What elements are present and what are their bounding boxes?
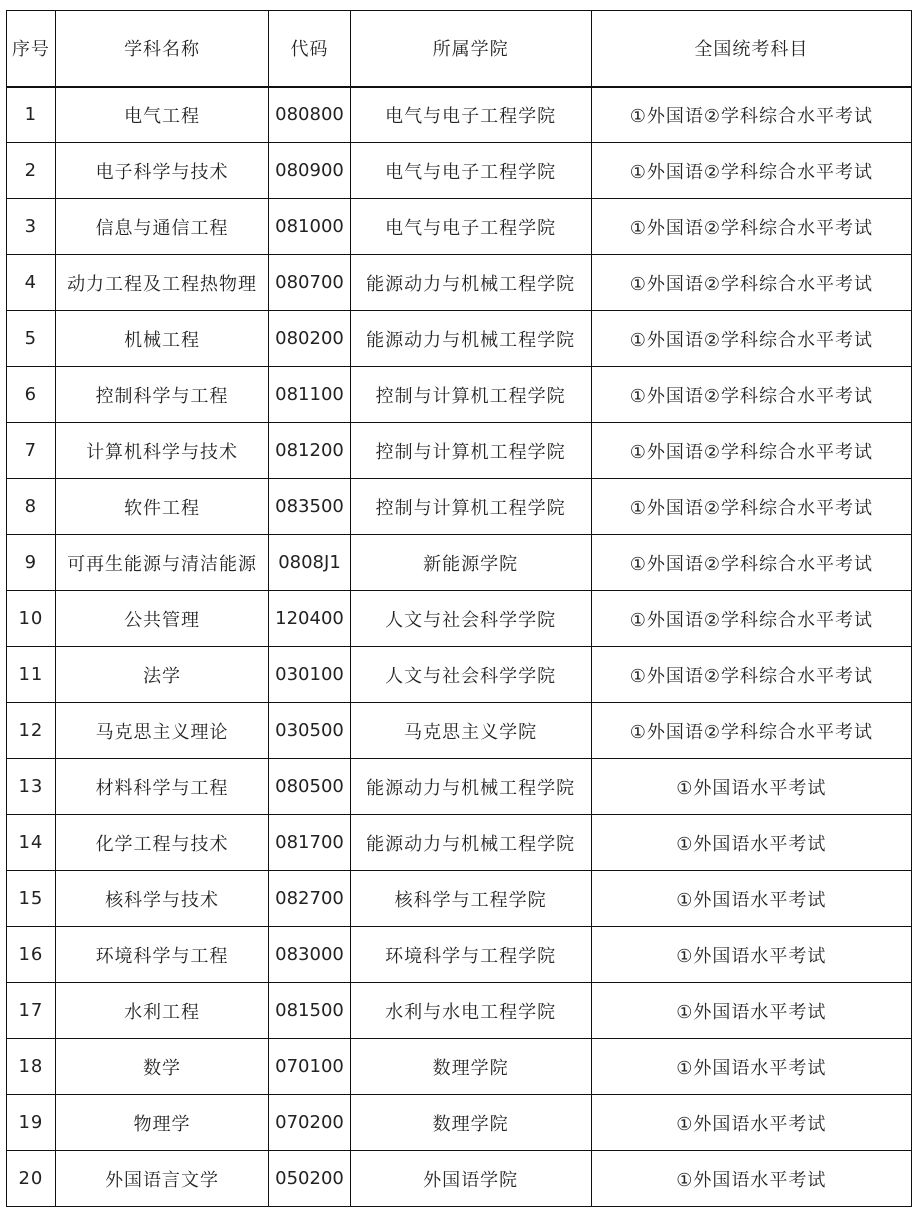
cell-code: 082700 — [269, 871, 350, 927]
cell-code: 120400 — [269, 591, 350, 647]
cell-index: 18 — [7, 1039, 56, 1095]
cell-discipline-name: 水利工程 — [55, 983, 269, 1039]
cell-college: 核科学与工程学院 — [350, 871, 591, 927]
table-row — [7, 983, 912, 1039]
cell-exam-subjects: ①外国语②学科综合水平考试 — [591, 199, 911, 255]
cell-discipline-name: 法学 — [55, 647, 269, 703]
cell-exam-subjects: ①外国语水平考试 — [591, 759, 911, 815]
cell-code: 080700 — [269, 255, 350, 311]
cell-code: 080200 — [269, 311, 350, 367]
cell-exam-subjects: ①外国语②学科综合水平考试 — [591, 367, 911, 423]
cell-exam-subjects: ①外国语水平考试 — [591, 871, 911, 927]
cell-exam-subjects: ①外国语②学科综合水平考试 — [591, 311, 911, 367]
cell-discipline-name: 环境科学与工程 — [55, 927, 269, 983]
cell-exam-subjects: ①外国语水平考试 — [591, 1151, 911, 1207]
table-row — [7, 479, 912, 535]
header-exam-subjects: 全国统考科目 — [591, 11, 911, 87]
cell-code: 081500 — [269, 983, 350, 1039]
header-code: 代码 — [269, 11, 350, 87]
table-row — [7, 1151, 912, 1207]
table-row — [7, 423, 912, 479]
cell-code: 080800 — [269, 87, 350, 143]
cell-code: 070100 — [269, 1039, 350, 1095]
cell-college: 数理学院 — [350, 1039, 591, 1095]
cell-discipline-name: 化学工程与技术 — [55, 815, 269, 871]
cell-exam-subjects: ①外国语②学科综合水平考试 — [591, 87, 911, 143]
cell-college: 数理学院 — [350, 1095, 591, 1151]
table-row — [7, 927, 912, 983]
cell-index: 15 — [7, 871, 56, 927]
cell-exam-subjects: ①外国语②学科综合水平考试 — [591, 647, 911, 703]
cell-index: 2 — [7, 143, 56, 199]
cell-code: 070200 — [269, 1095, 350, 1151]
cell-college: 能源动力与机械工程学院 — [350, 311, 591, 367]
cell-index: 17 — [7, 983, 56, 1039]
table-row — [7, 535, 912, 591]
cell-college: 电气与电子工程学院 — [350, 87, 591, 143]
cell-college: 能源动力与机械工程学院 — [350, 255, 591, 311]
cell-discipline-name: 电气工程 — [55, 87, 269, 143]
cell-exam-subjects: ①外国语②学科综合水平考试 — [591, 703, 911, 759]
cell-college: 环境科学与工程学院 — [350, 927, 591, 983]
cell-exam-subjects: ①外国语②学科综合水平考试 — [591, 535, 911, 591]
cell-index: 10 — [7, 591, 56, 647]
cell-index: 16 — [7, 927, 56, 983]
cell-exam-subjects: ①外国语水平考试 — [591, 1095, 911, 1151]
cell-index: 20 — [7, 1151, 56, 1207]
cell-exam-subjects: ①外国语②学科综合水平考试 — [591, 255, 911, 311]
cell-index: 13 — [7, 759, 56, 815]
cell-exam-subjects: ①外国语水平考试 — [591, 1039, 911, 1095]
cell-college: 外国语学院 — [350, 1151, 591, 1207]
cell-code: 030100 — [269, 647, 350, 703]
cell-discipline-name: 核科学与技术 — [55, 871, 269, 927]
cell-exam-subjects: ①外国语水平考试 — [591, 927, 911, 983]
cell-college: 控制与计算机工程学院 — [350, 367, 591, 423]
cell-college: 人文与社会科学学院 — [350, 591, 591, 647]
table-row — [7, 255, 912, 311]
cell-college: 能源动力与机械工程学院 — [350, 759, 591, 815]
cell-exam-subjects: ①外国语②学科综合水平考试 — [591, 591, 911, 647]
cell-college: 马克思主义学院 — [350, 703, 591, 759]
table-body — [7, 87, 912, 1207]
table-row — [7, 647, 912, 703]
cell-code: 083000 — [269, 927, 350, 983]
cell-exam-subjects: ①外国语②学科综合水平考试 — [591, 143, 911, 199]
table-row — [7, 87, 912, 143]
cell-index: 3 — [7, 199, 56, 255]
cell-index: 1 — [7, 87, 56, 143]
cell-code: 050200 — [269, 1151, 350, 1207]
cell-index: 9 — [7, 535, 56, 591]
cell-index: 6 — [7, 367, 56, 423]
cell-discipline-name: 公共管理 — [55, 591, 269, 647]
cell-index: 4 — [7, 255, 56, 311]
cell-college: 电气与电子工程学院 — [350, 199, 591, 255]
cell-index: 14 — [7, 815, 56, 871]
cell-code: 080500 — [269, 759, 350, 815]
cell-discipline-name: 软件工程 — [55, 479, 269, 535]
table-row — [7, 703, 912, 759]
cell-code: 081000 — [269, 199, 350, 255]
cell-college: 能源动力与机械工程学院 — [350, 815, 591, 871]
cell-code: 0808J1 — [269, 535, 350, 591]
table-row — [7, 815, 912, 871]
cell-index: 5 — [7, 311, 56, 367]
discipline-table — [6, 10, 912, 1207]
cell-exam-subjects: ①外国语②学科综合水平考试 — [591, 423, 911, 479]
table-row — [7, 591, 912, 647]
cell-index: 11 — [7, 647, 56, 703]
cell-exam-subjects: ①外国语水平考试 — [591, 983, 911, 1039]
cell-code: 030500 — [269, 703, 350, 759]
table-row — [7, 871, 912, 927]
cell-discipline-name: 电子科学与技术 — [55, 143, 269, 199]
table-header-row — [7, 11, 912, 87]
cell-code: 080900 — [269, 143, 350, 199]
cell-college: 控制与计算机工程学院 — [350, 479, 591, 535]
cell-index: 19 — [7, 1095, 56, 1151]
table-row — [7, 311, 912, 367]
table-row — [7, 143, 912, 199]
table-row — [7, 1095, 912, 1151]
header-college: 所属学院 — [350, 11, 591, 87]
cell-discipline-name: 马克思主义理论 — [55, 703, 269, 759]
header-discipline-name: 学科名称 — [55, 11, 269, 87]
cell-discipline-name: 信息与通信工程 — [55, 199, 269, 255]
cell-index: 12 — [7, 703, 56, 759]
cell-code: 083500 — [269, 479, 350, 535]
cell-index: 8 — [7, 479, 56, 535]
cell-code: 081200 — [269, 423, 350, 479]
cell-college: 控制与计算机工程学院 — [350, 423, 591, 479]
cell-discipline-name: 机械工程 — [55, 311, 269, 367]
cell-discipline-name: 可再生能源与清洁能源 — [55, 535, 269, 591]
cell-discipline-name: 物理学 — [55, 1095, 269, 1151]
cell-college: 人文与社会科学学院 — [350, 647, 591, 703]
cell-college: 电气与电子工程学院 — [350, 143, 591, 199]
table-row — [7, 759, 912, 815]
cell-discipline-name: 数学 — [55, 1039, 269, 1095]
cell-discipline-name: 计算机科学与技术 — [55, 423, 269, 479]
cell-college: 新能源学院 — [350, 535, 591, 591]
table-row — [7, 367, 912, 423]
cell-index: 7 — [7, 423, 56, 479]
cell-exam-subjects: ①外国语②学科综合水平考试 — [591, 479, 911, 535]
cell-college: 水利与水电工程学院 — [350, 983, 591, 1039]
document-page — [6, 10, 912, 1207]
cell-discipline-name: 控制科学与工程 — [55, 367, 269, 423]
cell-discipline-name: 材料科学与工程 — [55, 759, 269, 815]
header-index: 序号 — [7, 11, 56, 87]
cell-code: 081100 — [269, 367, 350, 423]
table-row — [7, 1039, 912, 1095]
table-row — [7, 199, 912, 255]
cell-discipline-name: 外国语言文学 — [55, 1151, 269, 1207]
cell-discipline-name: 动力工程及工程热物理 — [55, 255, 269, 311]
cell-exam-subjects: ①外国语水平考试 — [591, 815, 911, 871]
cell-code: 081700 — [269, 815, 350, 871]
